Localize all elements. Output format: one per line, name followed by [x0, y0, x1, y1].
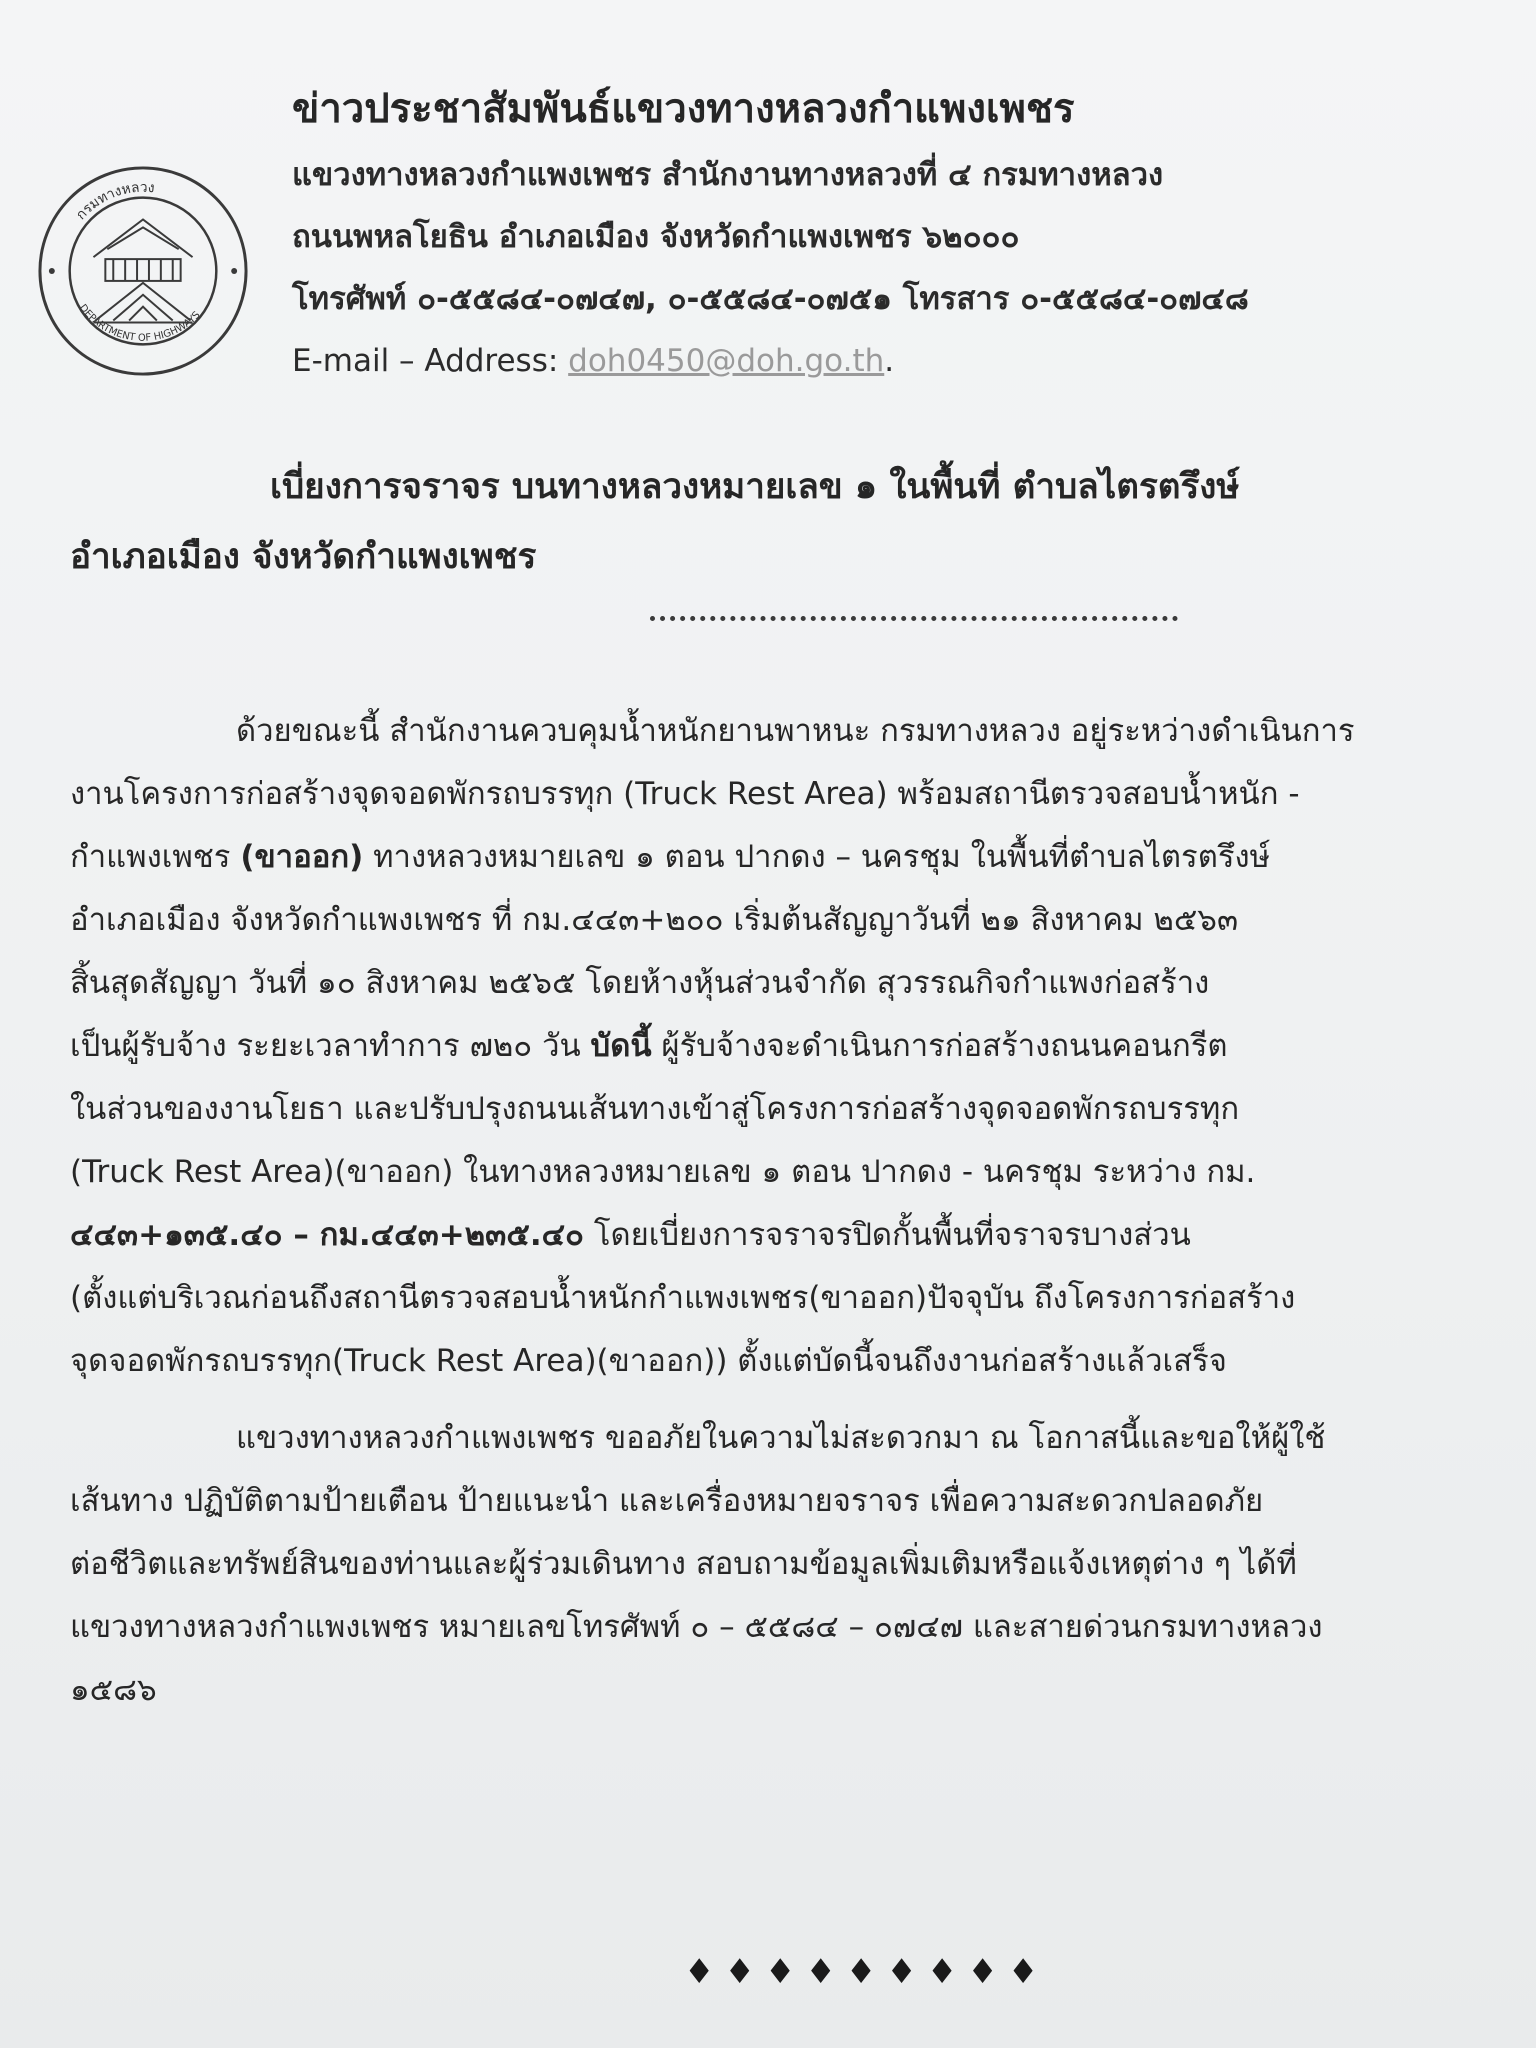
paragraph-1-line: (ตั้งแต่บริเวณก่อนถึงสถานีตรวจสอบน้ำหนักกำแพงเพชร(ขาออก)ปัจจุบัน ถึงโครงการก่อสร้าง [70, 1280, 1296, 1316]
seal-top-text: กรมทางหลวง [73, 179, 156, 224]
department-of-highways-seal-icon [34, 162, 252, 380]
paragraph-2-line: ต่อชีวิตและทรัพย์สินของท่านและผู้ร่วมเดินทาง สอบถามข้อมูลเพิ่มเติมหรือแจ้งเหตุต่าง ๆ ได้ที่ [70, 1546, 1297, 1582]
email-link[interactable]: doh0450@doh.go.th [568, 343, 885, 379]
paragraph-1-line: เป็นผู้รับจ้าง ระยะเวลาทำการ ๗๒๐ วัน บัดนี้ ผู้รับจ้างจะดำเนินการก่อสร้างถนนคอนกรีต [70, 1028, 1228, 1064]
paragraph-1-line: สิ้นสุดสัญญา วันที่ ๑๐ สิงหาคม ๒๕๖๕ โดยห้างหุ้นส่วนจำกัด สุวรรณกิจกำแพงก่อสร้าง [70, 965, 1210, 1001]
paragraph-2 [70, 1407, 1500, 1722]
seal-bottom-text: DEPARTMENT OF HIGHWAYS [76, 302, 203, 344]
dotted-separator [650, 616, 1178, 621]
paragraph-2-line: แขวงทางหลวงกำแพงเพชร ขออภัยในความไม่สะดวกมา ณ โอกาสนี้และขอให้ผู้ใช้ [236, 1420, 1326, 1456]
paragraph-1-line: ในส่วนของงานโยธา และปรับปรุงถนนเส้นทางเข้าสู่โครงการก่อสร้างจุดจอดพักรถบรรทุก [70, 1091, 1240, 1127]
body-text [70, 700, 1500, 1722]
paragraph-2-line: แขวงทางหลวงกำแพงเพชร หมายเลขโทรศัพท์ ๐ – ๕๕๘๔ – ๐๗๔๗ และสายด่วนกรมทางหลวง [70, 1609, 1323, 1645]
subject-line-2: อำเภอเมือง จังหวัดกำแพงเพชร [70, 537, 537, 577]
letterhead-address-line: ถนนพหลโยธิน อำเภอเมือง จังหวัดกำแพงเพชร ๖๒๐๐๐ [292, 219, 1020, 255]
paragraph-1-line: ๔๔๓+๑๓๕.๔๐ – กม.๔๔๓+๒๓๕.๔๐ โดยเบี่ยงการจราจรปิดกั้นพื้นที่จราจรบางส่วน [70, 1217, 1191, 1253]
outbound-bold-text: (ขาออก) [240, 839, 364, 875]
footer-diamond-ornament: ♦♦♦♦♦♦♦♦♦ [684, 1952, 1049, 1992]
subject-line-1: เบี่ยงการจราจร บนทางหลวงหมายเลข ๑ ในพื้นที่ ตำบลไตรตรึงษ์ [270, 467, 1240, 507]
paragraph-1-line: กำแพงเพชร (ขาออก) ทางหลวงหมายเลข ๑ ตอน ปากดง – นครชุม ในพื้นที่ตำบลไตรตรึงษ์ [70, 839, 1271, 875]
paragraph-1-line: (Truck Rest Area)(ขาออก) ในทางหลวงหมายเลข ๑ ตอน ปากดง - นครชุม ระหว่าง กม. [70, 1154, 1256, 1190]
paragraph-1-line: จุดจอดพักรถบรรทุก(Truck Rest Area)(ขาออก)) ตั้งแต่บัดนี้จนถึงงานก่อสร้างแล้วเสร็จ [70, 1343, 1227, 1379]
paragraph-1-line: งานโครงการก่อสร้างจุดจอดพักรถบรรทุก (Truck Rest Area) พร้อมสถานีตรวจสอบน้ำหนัก - [70, 776, 1300, 812]
paragraph-1 [70, 700, 1500, 1393]
now-bold-text: บัดนี้ [590, 1028, 652, 1064]
paragraph-2-line: ๑๕๘๖ [70, 1672, 157, 1708]
km-range-bold-text: ๔๔๓+๑๓๕.๔๐ – กม.๔๔๓+๒๓๕.๔๐ [70, 1217, 584, 1253]
email-suffix: . [884, 343, 895, 379]
paragraph-1-line: อำเภอเมือง จังหวัดกำแพงเพชร ที่ กม.๔๔๓+๒๐๐ เริ่มต้นสัญญาวันที่ ๒๑ สิงหาคม ๒๕๖๓ [70, 902, 1239, 938]
email-label: E-mail – Address: [292, 343, 569, 379]
letterhead [292, 78, 1432, 392]
letterhead-title: ข่าวประชาสัมพันธ์แขวงทางหลวงกำแพงเพชร [292, 86, 1075, 132]
letterhead-office-line: แขวงทางหลวงกำแพงเพชร สำนักงานทางหลวงที่ ๔ กรมทางหลวง [292, 157, 1164, 193]
letterhead-phone-line: โทรศัพท์ ๐-๕๕๘๔-๐๗๔๗, ๐-๕๕๘๔-๐๗๕๑ โทรสาร ๐-๕๕๘๔-๐๗๔๘ [292, 281, 1249, 317]
subject-heading [70, 452, 1470, 592]
letterhead-email-line [292, 330, 1432, 392]
paragraph-2-line: เส้นทาง ปฏิบัติตามป้ายเตือน ป้ายแนะนำ และเครื่องหมายจราจร เพื่อความสะดวกปลอดภัย [70, 1483, 1264, 1519]
paragraph-1-line: ด้วยขณะนี้ สำนักงานควบคุมน้ำหนักยานพาหนะ กรมทางหลวง อยู่ระหว่างดำเนินการ [236, 713, 1355, 749]
